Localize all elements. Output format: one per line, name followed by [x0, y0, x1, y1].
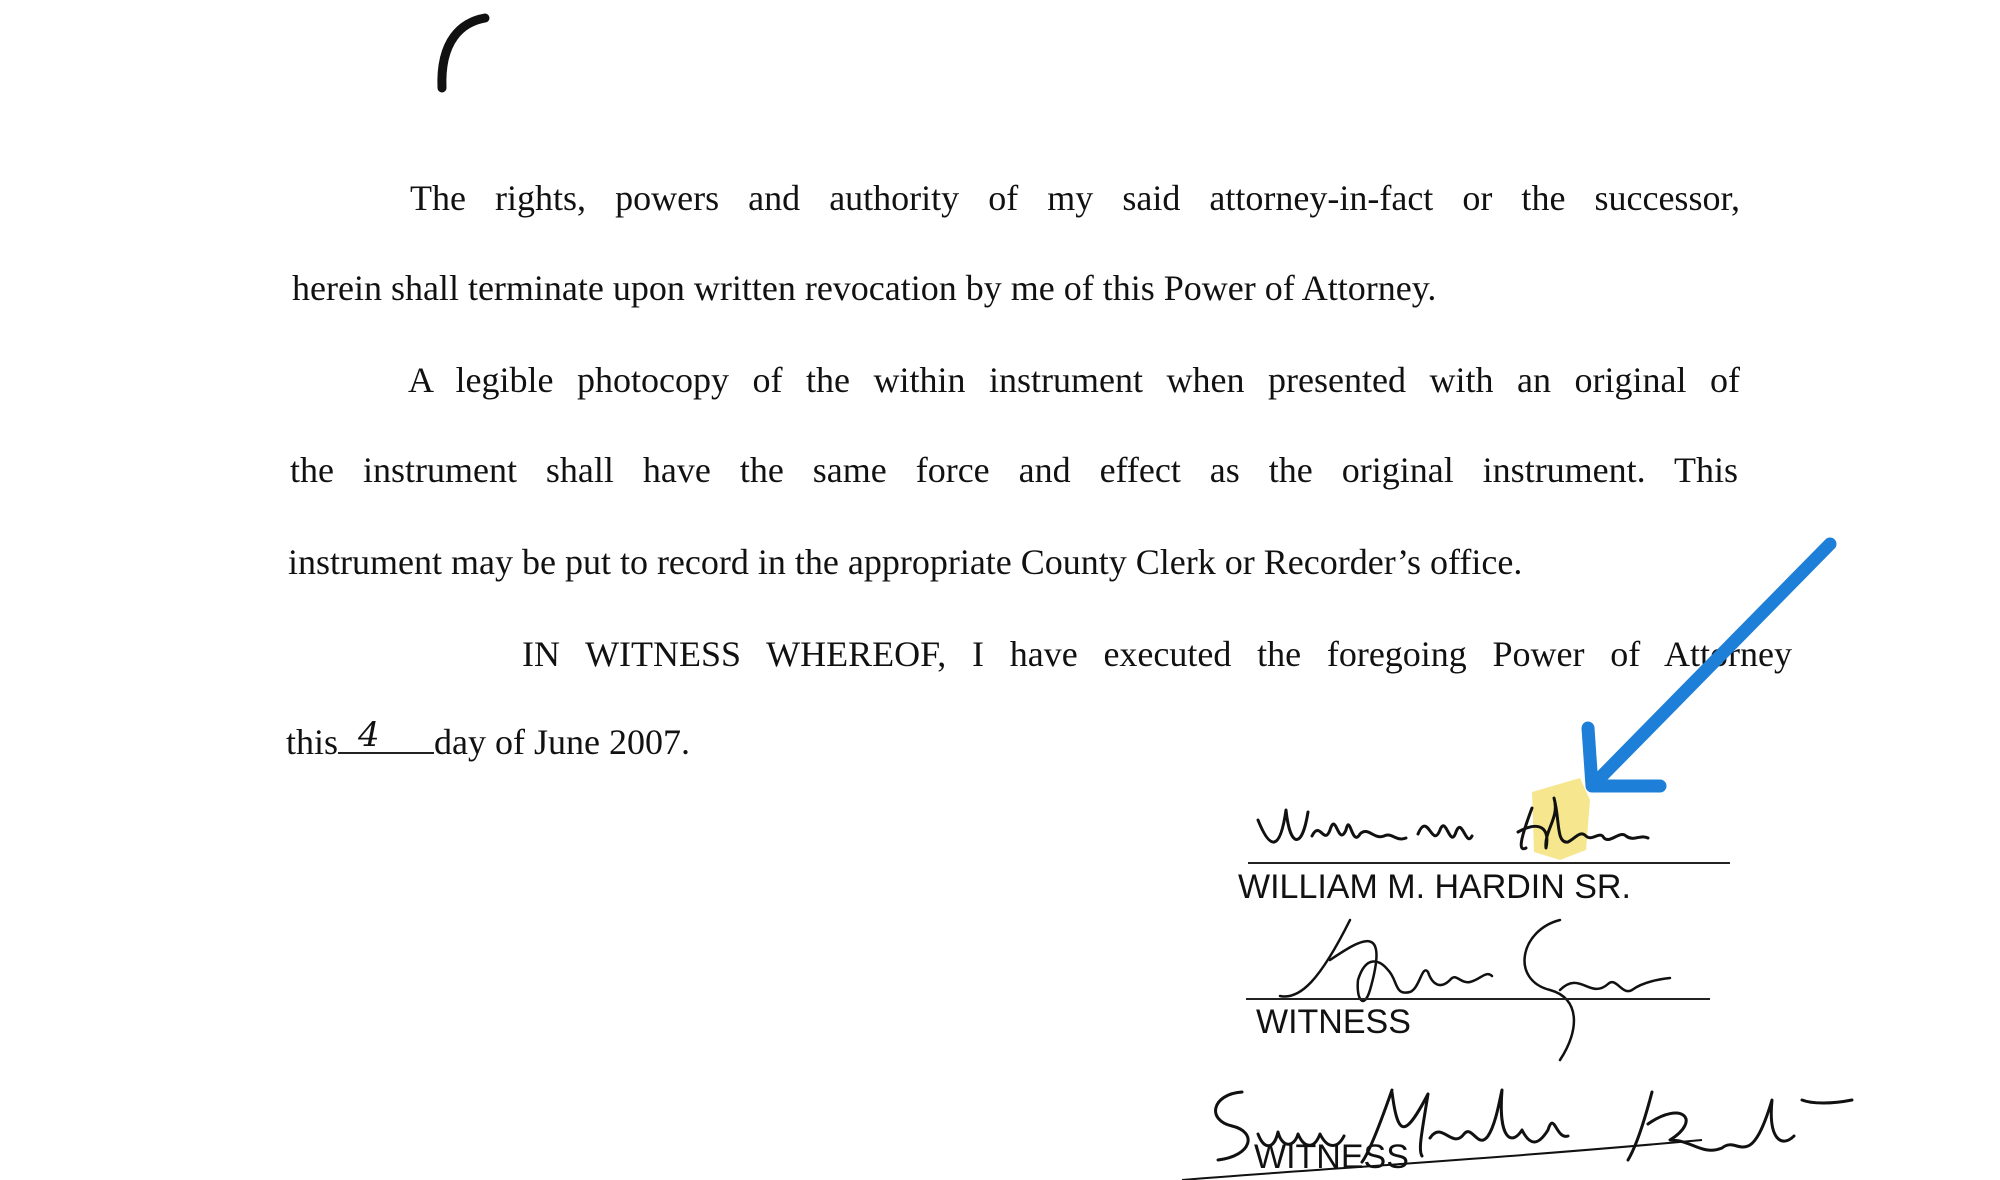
- witness-2-caption: WITNESS: [1254, 1138, 1409, 1176]
- paragraph-1-line-2: herein shall terminate upon written revocation by me of this Power of Attorney.: [292, 268, 1437, 308]
- date-prefix: this: [286, 722, 339, 762]
- day-value: 4: [358, 715, 380, 755]
- principal-caption: WILLIAM M. HARDIN SR.: [1238, 868, 1631, 906]
- paragraph-2-line-3: instrument may be put to record in the appropriate County Clerk or Recorder’s office.: [288, 542, 1523, 582]
- date-suffix: day of June 2007.: [434, 722, 690, 762]
- paragraph-2-line-2: the instrument shall have the same force and effect as the original instrument. This: [290, 450, 1738, 490]
- witness-1-caption: WITNESS: [1256, 1003, 1411, 1041]
- paragraph-2-line-1: A legible photocopy of the within instrument when presented with an original of: [408, 360, 1740, 400]
- paragraph-3-line-1: IN WITNESS WHEREOF, I have executed the foregoing Power of Attorney: [522, 634, 1792, 674]
- paragraph-1-line-1: The rights, powers and authority of my said attorney-in-fact or the successor,: [410, 178, 1740, 218]
